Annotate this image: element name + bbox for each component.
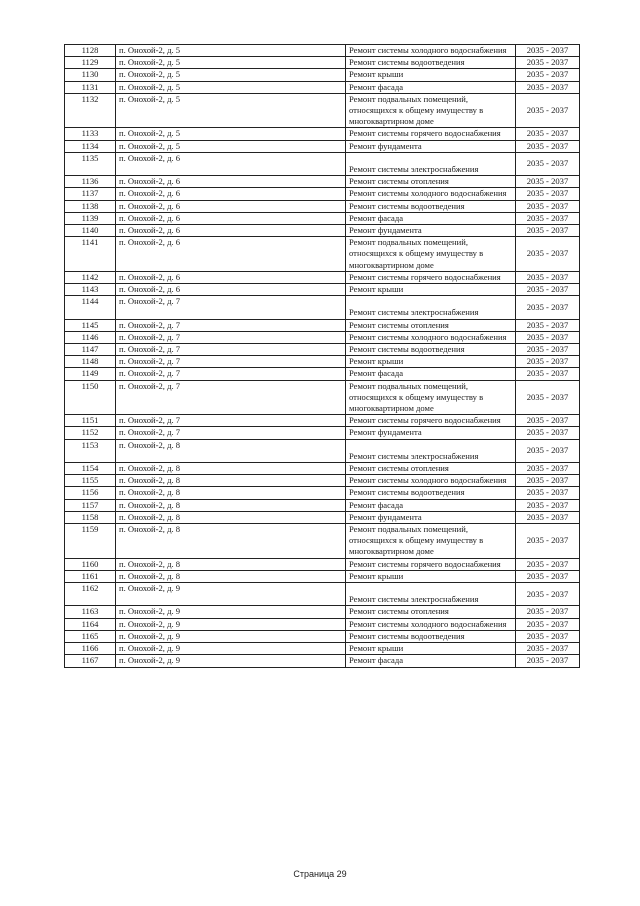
row-period: 2035 - 2037	[516, 344, 580, 356]
row-work-type: Ремонт фундамента	[346, 511, 516, 523]
row-address: п. Онохой-2, д. 6	[116, 212, 346, 224]
row-number: 1131	[65, 81, 116, 93]
row-period: 2035 - 2037	[516, 200, 580, 212]
row-address: п. Онохой-2, д. 5	[116, 93, 346, 128]
row-number: 1161	[65, 570, 116, 582]
row-period: 2035 - 2037	[516, 630, 580, 642]
row-number: 1155	[65, 475, 116, 487]
row-work-type: Ремонт системы горячего водоснабжения	[346, 271, 516, 283]
row-period: 2035 - 2037	[516, 499, 580, 511]
table-row	[65, 69, 580, 81]
row-address: п. Онохой-2, д. 8	[116, 499, 346, 511]
row-number: 1167	[65, 655, 116, 667]
row-work-type: Ремонт системы отопления	[346, 319, 516, 331]
row-number: 1132	[65, 93, 116, 128]
table-row	[65, 475, 580, 487]
row-number: 1146	[65, 331, 116, 343]
page-number: Страница 29	[293, 869, 347, 879]
row-work-type: Ремонт системы электроснабжения	[346, 439, 516, 462]
row-work-type: Ремонт системы холодного водоснабжения	[346, 618, 516, 630]
row-address: п. Онохой-2, д. 8	[116, 511, 346, 523]
table-row	[65, 643, 580, 655]
row-work-type: Ремонт крыши	[346, 570, 516, 582]
row-number: 1142	[65, 271, 116, 283]
row-period: 2035 - 2037	[516, 643, 580, 655]
row-work-type: Ремонт фасада	[346, 499, 516, 511]
row-work-type: Ремонт системы водоотведения	[346, 200, 516, 212]
table-row	[65, 331, 580, 343]
row-work-type: Ремонт системы горячего водоснабжения	[346, 128, 516, 140]
row-period: 2035 - 2037	[516, 57, 580, 69]
table-row	[65, 487, 580, 499]
row-work-type: Ремонт крыши	[346, 356, 516, 368]
row-address: п. Онохой-2, д. 6	[116, 271, 346, 283]
row-period: 2035 - 2037	[516, 271, 580, 283]
row-address: п. Онохой-2, д. 9	[116, 606, 346, 618]
row-address: п. Онохой-2, д. 9	[116, 655, 346, 667]
row-address: п. Онохой-2, д. 5	[116, 128, 346, 140]
row-period: 2035 - 2037	[516, 212, 580, 224]
row-period: 2035 - 2037	[516, 176, 580, 188]
table-row	[65, 128, 580, 140]
row-number: 1166	[65, 643, 116, 655]
row-number: 1159	[65, 524, 116, 559]
row-address: п. Онохой-2, д. 9	[116, 618, 346, 630]
row-work-type: Ремонт фасада	[346, 212, 516, 224]
row-period: 2035 - 2037	[516, 606, 580, 618]
row-period: 2035 - 2037	[516, 45, 580, 57]
row-work-type: Ремонт фасада	[346, 81, 516, 93]
row-work-type: Ремонт системы холодного водоснабжения	[346, 45, 516, 57]
row-number: 1151	[65, 415, 116, 427]
row-address: п. Онохой-2, д. 7	[116, 368, 346, 380]
row-period: 2035 - 2037	[516, 152, 580, 175]
table-row	[65, 212, 580, 224]
row-address: п. Онохой-2, д. 5	[116, 69, 346, 81]
row-period: 2035 - 2037	[516, 511, 580, 523]
row-address: п. Онохой-2, д. 9	[116, 630, 346, 642]
row-period: 2035 - 2037	[516, 487, 580, 499]
row-period: 2035 - 2037	[516, 380, 580, 415]
row-number: 1152	[65, 427, 116, 439]
table-row	[65, 296, 580, 319]
table-row	[65, 630, 580, 642]
row-address: п. Онохой-2, д. 6	[116, 225, 346, 237]
table-row	[65, 152, 580, 175]
row-address: п. Онохой-2, д. 8	[116, 487, 346, 499]
row-number: 1160	[65, 558, 116, 570]
row-period: 2035 - 2037	[516, 93, 580, 128]
row-work-type: Ремонт фасада	[346, 655, 516, 667]
row-period: 2035 - 2037	[516, 618, 580, 630]
row-number: 1148	[65, 356, 116, 368]
row-period: 2035 - 2037	[516, 188, 580, 200]
table-row	[65, 176, 580, 188]
table-row	[65, 344, 580, 356]
row-address: п. Онохой-2, д. 6	[116, 284, 346, 296]
row-number: 1163	[65, 606, 116, 618]
row-period: 2035 - 2037	[516, 140, 580, 152]
row-number: 1134	[65, 140, 116, 152]
row-address: п. Онохой-2, д. 8	[116, 463, 346, 475]
row-work-type: Ремонт системы водоотведения	[346, 487, 516, 499]
row-address: п. Онохой-2, д. 5	[116, 57, 346, 69]
table-row	[65, 45, 580, 57]
row-work-type: Ремонт системы холодного водоснабжения	[346, 475, 516, 487]
row-period: 2035 - 2037	[516, 284, 580, 296]
row-work-type: Ремонт системы электроснабжения	[346, 152, 516, 175]
row-work-type: Ремонт фундамента	[346, 225, 516, 237]
table-row	[65, 524, 580, 559]
table-row	[65, 570, 580, 582]
row-period: 2035 - 2037	[516, 356, 580, 368]
row-number: 1136	[65, 176, 116, 188]
row-number: 1140	[65, 225, 116, 237]
table-row	[65, 319, 580, 331]
row-address: п. Онохой-2, д. 5	[116, 45, 346, 57]
row-number: 1158	[65, 511, 116, 523]
row-address: п. Онохой-2, д. 7	[116, 319, 346, 331]
row-address: п. Онохой-2, д. 6	[116, 152, 346, 175]
table-row	[65, 188, 580, 200]
table-row	[65, 499, 580, 511]
table-row	[65, 380, 580, 415]
row-work-type: Ремонт фундамента	[346, 427, 516, 439]
row-work-type: Ремонт системы холодного водоснабжения	[346, 188, 516, 200]
row-period: 2035 - 2037	[516, 583, 580, 606]
row-address: п. Онохой-2, д. 8	[116, 524, 346, 559]
row-work-type: Ремонт крыши	[346, 69, 516, 81]
row-number: 1135	[65, 152, 116, 175]
row-number: 1153	[65, 439, 116, 462]
row-work-type: Ремонт системы электроснабжения	[346, 583, 516, 606]
table-row	[65, 427, 580, 439]
table-row	[65, 225, 580, 237]
table-row	[65, 558, 580, 570]
row-work-type: Ремонт системы отопления	[346, 463, 516, 475]
table-row	[65, 606, 580, 618]
row-number: 1128	[65, 45, 116, 57]
table-row	[65, 415, 580, 427]
row-address: п. Онохой-2, д. 7	[116, 415, 346, 427]
row-address: п. Онохой-2, д. 6	[116, 237, 346, 272]
row-period: 2035 - 2037	[516, 225, 580, 237]
row-work-type: Ремонт подвальных помещений, относящихся к общему имуществу в многоквартирном доме	[346, 380, 516, 415]
row-work-type: Ремонт системы отопления	[346, 606, 516, 618]
table-row	[65, 200, 580, 212]
row-number: 1165	[65, 630, 116, 642]
row-number: 1147	[65, 344, 116, 356]
row-address: п. Онохой-2, д. 9	[116, 583, 346, 606]
row-address: п. Онохой-2, д. 9	[116, 643, 346, 655]
table-row	[65, 618, 580, 630]
row-address: п. Онохой-2, д. 5	[116, 140, 346, 152]
row-period: 2035 - 2037	[516, 69, 580, 81]
row-number: 1145	[65, 319, 116, 331]
row-work-type: Ремонт системы горячего водоснабжения	[346, 415, 516, 427]
row-work-type: Ремонт крыши	[346, 643, 516, 655]
row-work-type: Ремонт фундамента	[346, 140, 516, 152]
row-period: 2035 - 2037	[516, 524, 580, 559]
row-address: п. Онохой-2, д. 8	[116, 475, 346, 487]
row-number: 1150	[65, 380, 116, 415]
row-number: 1162	[65, 583, 116, 606]
row-number: 1149	[65, 368, 116, 380]
row-number: 1138	[65, 200, 116, 212]
table-row	[65, 368, 580, 380]
row-address: п. Онохой-2, д. 7	[116, 356, 346, 368]
row-address: п. Онохой-2, д. 6	[116, 176, 346, 188]
row-number: 1130	[65, 69, 116, 81]
row-period: 2035 - 2037	[516, 81, 580, 93]
row-address: п. Онохой-2, д. 7	[116, 331, 346, 343]
table-row	[65, 57, 580, 69]
row-address: п. Онохой-2, д. 7	[116, 380, 346, 415]
row-work-type: Ремонт системы водоотведения	[346, 630, 516, 642]
table-row	[65, 511, 580, 523]
row-number: 1143	[65, 284, 116, 296]
row-period: 2035 - 2037	[516, 463, 580, 475]
row-number: 1139	[65, 212, 116, 224]
row-number: 1154	[65, 463, 116, 475]
row-work-type: Ремонт подвальных помещений, относящихся к общему имуществу в многоквартирном доме	[346, 237, 516, 272]
row-period: 2035 - 2037	[516, 237, 580, 272]
table-row	[65, 237, 580, 272]
row-number: 1137	[65, 188, 116, 200]
row-work-type: Ремонт крыши	[346, 284, 516, 296]
row-work-type: Ремонт подвальных помещений, относящихся к общему имуществу в многоквартирном доме	[346, 93, 516, 128]
row-work-type: Ремонт системы электроснабжения	[346, 296, 516, 319]
table-row	[65, 583, 580, 606]
repair-schedule-table	[64, 44, 580, 668]
table-row	[65, 140, 580, 152]
row-number: 1144	[65, 296, 116, 319]
row-period: 2035 - 2037	[516, 415, 580, 427]
row-work-type: Ремонт подвальных помещений, относящихся к общему имуществу в многоквартирном доме	[346, 524, 516, 559]
table-body	[65, 45, 580, 668]
row-address: п. Онохой-2, д. 7	[116, 344, 346, 356]
row-period: 2035 - 2037	[516, 655, 580, 667]
row-period: 2035 - 2037	[516, 331, 580, 343]
table-row	[65, 356, 580, 368]
row-address: п. Онохой-2, д. 8	[116, 558, 346, 570]
row-period: 2035 - 2037	[516, 439, 580, 462]
row-work-type: Ремонт системы отопления	[346, 176, 516, 188]
row-period: 2035 - 2037	[516, 475, 580, 487]
table-row	[65, 463, 580, 475]
row-address: п. Онохой-2, д. 6	[116, 188, 346, 200]
row-period: 2035 - 2037	[516, 128, 580, 140]
row-period: 2035 - 2037	[516, 570, 580, 582]
row-period: 2035 - 2037	[516, 427, 580, 439]
row-address: п. Онохой-2, д. 6	[116, 200, 346, 212]
row-period: 2035 - 2037	[516, 558, 580, 570]
row-work-type: Ремонт системы холодного водоснабжения	[346, 331, 516, 343]
table-row	[65, 284, 580, 296]
row-address: п. Онохой-2, д. 5	[116, 81, 346, 93]
table-row	[65, 271, 580, 283]
row-number: 1164	[65, 618, 116, 630]
row-work-type: Ремонт системы водоотведения	[346, 344, 516, 356]
row-address: п. Онохой-2, д. 7	[116, 427, 346, 439]
row-number: 1129	[65, 57, 116, 69]
row-address: п. Онохой-2, д. 8	[116, 570, 346, 582]
row-number: 1157	[65, 499, 116, 511]
row-number: 1133	[65, 128, 116, 140]
table-row	[65, 93, 580, 128]
row-number: 1156	[65, 487, 116, 499]
table-row	[65, 655, 580, 667]
row-period: 2035 - 2037	[516, 368, 580, 380]
row-period: 2035 - 2037	[516, 296, 580, 319]
row-work-type: Ремонт системы горячего водоснабжения	[346, 558, 516, 570]
row-period: 2035 - 2037	[516, 319, 580, 331]
row-work-type: Ремонт фасада	[346, 368, 516, 380]
row-work-type: Ремонт системы водоотведения	[346, 57, 516, 69]
row-number: 1141	[65, 237, 116, 272]
row-address: п. Онохой-2, д. 7	[116, 296, 346, 319]
table-row	[65, 439, 580, 462]
row-address: п. Онохой-2, д. 8	[116, 439, 346, 462]
table-row	[65, 81, 580, 93]
